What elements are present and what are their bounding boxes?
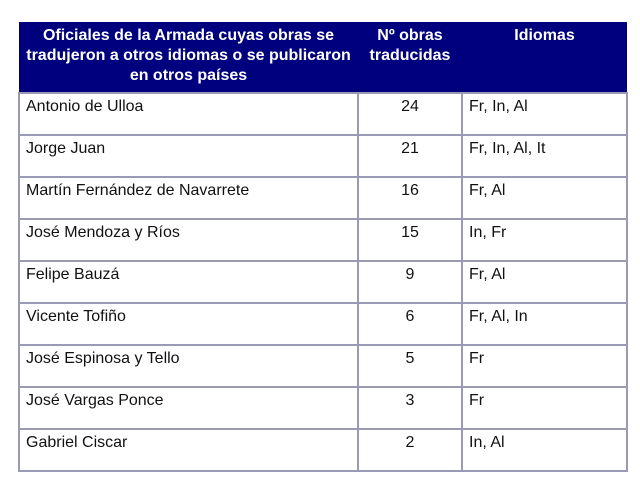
works-count: 2 (358, 429, 462, 471)
officer-name: Felipe Bauzá (19, 261, 358, 303)
table-row (19, 177, 627, 219)
header-officers: Oficiales de la Armada cuyas obras se tradujeron a otros idiomas o se publicaron en otros países (19, 22, 358, 93)
table-row (19, 303, 627, 345)
table-row (19, 387, 627, 429)
languages: Fr, In, Al (462, 93, 627, 135)
table-row (19, 261, 627, 303)
languages: Fr, Al, In (462, 303, 627, 345)
officer-name: Martín Fernández de Navarrete (19, 177, 358, 219)
header-count: Nº obras traducidas (358, 22, 462, 93)
officer-name: Vicente Tofiño (19, 303, 358, 345)
languages: Fr, Al (462, 261, 627, 303)
works-count: 15 (358, 219, 462, 261)
table-row (19, 219, 627, 261)
works-count: 5 (358, 345, 462, 387)
languages: In, Fr (462, 219, 627, 261)
officer-name: José Espinosa y Tello (19, 345, 358, 387)
works-count: 24 (358, 93, 462, 135)
works-count: 16 (358, 177, 462, 219)
officer-name: José Mendoza y Ríos (19, 219, 358, 261)
languages: Fr (462, 345, 627, 387)
officer-name: Gabriel Ciscar (19, 429, 358, 471)
officer-name: José Vargas Ponce (19, 387, 358, 429)
languages: Fr (462, 387, 627, 429)
works-count: 9 (358, 261, 462, 303)
works-count: 21 (358, 135, 462, 177)
table-row (19, 345, 627, 387)
header-row (19, 22, 627, 93)
officer-name: Jorge Juan (19, 135, 358, 177)
table-row (19, 135, 627, 177)
table-row (19, 93, 627, 135)
table-row (19, 429, 627, 471)
translations-table (18, 22, 628, 472)
languages: Fr, In, Al, It (462, 135, 627, 177)
works-count: 3 (358, 387, 462, 429)
works-count: 6 (358, 303, 462, 345)
header-languages: Idiomas (462, 22, 627, 93)
languages: In, Al (462, 429, 627, 471)
languages: Fr, Al (462, 177, 627, 219)
officer-name: Antonio de Ulloa (19, 93, 358, 135)
